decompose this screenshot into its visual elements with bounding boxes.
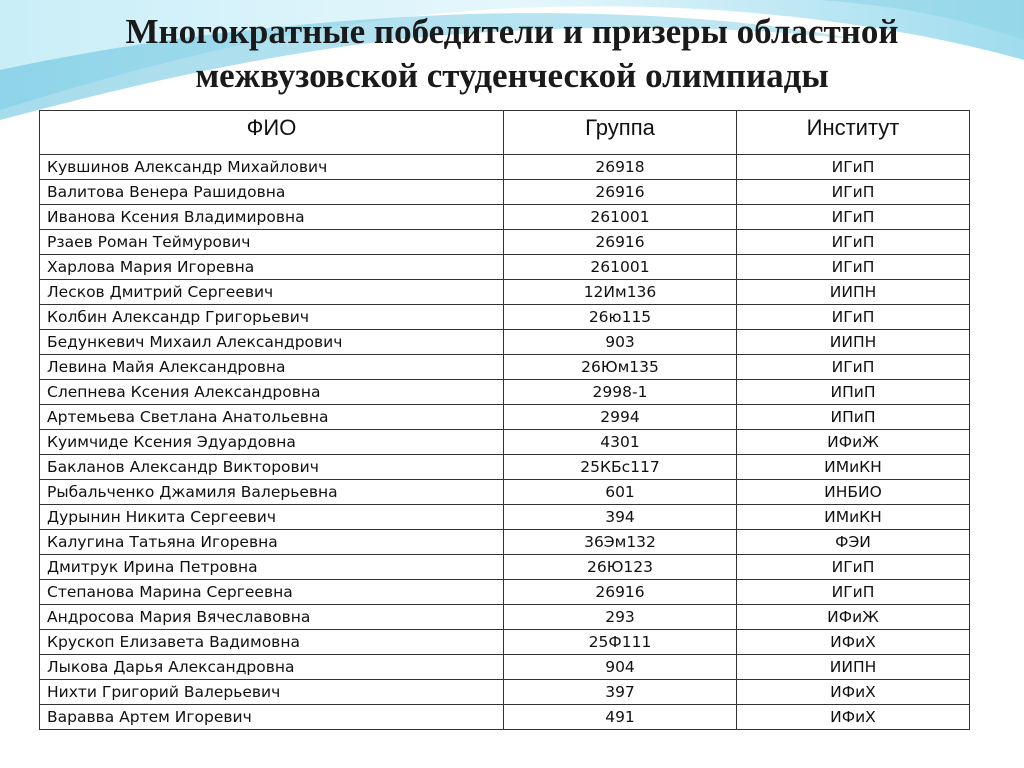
cell-fio: Крускоп Елизавета Вадимовна [40, 630, 504, 655]
cell-group: 25КБс117 [504, 455, 737, 480]
table-row [40, 480, 970, 505]
table-body [40, 155, 970, 730]
header-group: Группа [504, 111, 737, 155]
cell-fio: Рыбальченко Джамиля Валерьевна [40, 480, 504, 505]
cell-group: 293 [504, 605, 737, 630]
table-row [40, 630, 970, 655]
table-row [40, 155, 970, 180]
cell-group: 394 [504, 505, 737, 530]
cell-institute: ИГиП [737, 155, 970, 180]
table-header-row [40, 111, 970, 155]
table-row [40, 455, 970, 480]
table-row [40, 305, 970, 330]
cell-fio: Калугина Татьяна Игоревна [40, 530, 504, 555]
cell-fio: Левина Майя Александровна [40, 355, 504, 380]
cell-group: 261001 [504, 255, 737, 280]
cell-fio: Варавва Артем Игоревич [40, 705, 504, 730]
table-row [40, 555, 970, 580]
cell-fio: Степанова Марина Сергеевна [40, 580, 504, 605]
cell-fio: Андросова Мария Вячеславовна [40, 605, 504, 630]
table-row [40, 505, 970, 530]
cell-institute: ИГиП [737, 180, 970, 205]
cell-institute: ИФиХ [737, 705, 970, 730]
cell-fio: Артемьева Светлана Анатольевна [40, 405, 504, 430]
cell-fio: Харлова Мария Игоревна [40, 255, 504, 280]
cell-fio: Дурынин Никита Сергеевич [40, 505, 504, 530]
cell-institute: ИИПН [737, 280, 970, 305]
cell-fio: Бедункевич Михаил Александрович [40, 330, 504, 355]
cell-group: 26918 [504, 155, 737, 180]
table-row [40, 405, 970, 430]
cell-group: 2994 [504, 405, 737, 430]
table-row [40, 655, 970, 680]
cell-group: 26916 [504, 180, 737, 205]
cell-group: 12Им136 [504, 280, 737, 305]
cell-institute: ИГиП [737, 230, 970, 255]
header-institute: Институт [737, 111, 970, 155]
cell-group: 26Юм135 [504, 355, 737, 380]
table-row [40, 705, 970, 730]
cell-institute: ИИПН [737, 330, 970, 355]
cell-group: 25Ф111 [504, 630, 737, 655]
cell-fio: Валитова Венера Рашидовна [40, 180, 504, 205]
table-row [40, 580, 970, 605]
cell-institute: ИГиП [737, 555, 970, 580]
cell-fio: Дмитрук Ирина Петровна [40, 555, 504, 580]
cell-institute: ИГиП [737, 205, 970, 230]
winners-table [39, 110, 970, 730]
cell-fio: Иванова Ксения Владимировна [40, 205, 504, 230]
slide-title-line-2: межвузовской студенческой олимпиады [195, 56, 829, 95]
cell-institute: ИИПН [737, 655, 970, 680]
cell-group: 491 [504, 705, 737, 730]
cell-group: 904 [504, 655, 737, 680]
cell-institute: ИГиП [737, 355, 970, 380]
slide-title-line-1: Многократные победители и призеры областной [125, 12, 899, 51]
cell-institute: ИГиП [737, 580, 970, 605]
cell-institute: ИФиХ [737, 680, 970, 705]
cell-institute: ИФиХ [737, 630, 970, 655]
cell-group: 397 [504, 680, 737, 705]
cell-institute: ФЭИ [737, 530, 970, 555]
table-row [40, 355, 970, 380]
cell-institute: ИФиЖ [737, 430, 970, 455]
cell-institute: ИПиП [737, 405, 970, 430]
cell-institute: ИФиЖ [737, 605, 970, 630]
cell-fio: Бакланов Александр Викторович [40, 455, 504, 480]
cell-institute: ИПиП [737, 380, 970, 405]
slide-title [0, 10, 1024, 98]
cell-group: 4301 [504, 430, 737, 455]
cell-fio: Лесков Дмитрий Сергеевич [40, 280, 504, 305]
cell-group: 26916 [504, 230, 737, 255]
cell-institute: ИГиП [737, 305, 970, 330]
cell-group: 261001 [504, 205, 737, 230]
table-row [40, 230, 970, 255]
table-row [40, 380, 970, 405]
cell-institute: ИГиП [737, 255, 970, 280]
cell-group: 26916 [504, 580, 737, 605]
table-row [40, 530, 970, 555]
cell-group: 26Ю123 [504, 555, 737, 580]
cell-fio: Куимчиде Ксения Эдуардовна [40, 430, 504, 455]
table-row [40, 180, 970, 205]
table-row [40, 680, 970, 705]
cell-fio: Слепнева Ксения Александровна [40, 380, 504, 405]
cell-institute: ИМиКН [737, 455, 970, 480]
cell-group: 903 [504, 330, 737, 355]
cell-institute: ИНБИО [737, 480, 970, 505]
cell-fio: Рзаев Роман Теймурович [40, 230, 504, 255]
cell-fio: Колбин Александр Григорьевич [40, 305, 504, 330]
table-row [40, 205, 970, 230]
table-row [40, 280, 970, 305]
cell-fio: Кувшинов Александр Михайлович [40, 155, 504, 180]
table-row [40, 605, 970, 630]
table-row [40, 430, 970, 455]
cell-group: 36Эм132 [504, 530, 737, 555]
cell-fio: Нихти Григорий Валерьевич [40, 680, 504, 705]
header-fio: ФИО [40, 111, 504, 155]
cell-institute: ИМиКН [737, 505, 970, 530]
cell-group: 2998-1 [504, 380, 737, 405]
cell-group: 601 [504, 480, 737, 505]
cell-fio: Лыкова Дарья Александровна [40, 655, 504, 680]
table-row [40, 330, 970, 355]
table-row [40, 255, 970, 280]
cell-group: 26ю115 [504, 305, 737, 330]
